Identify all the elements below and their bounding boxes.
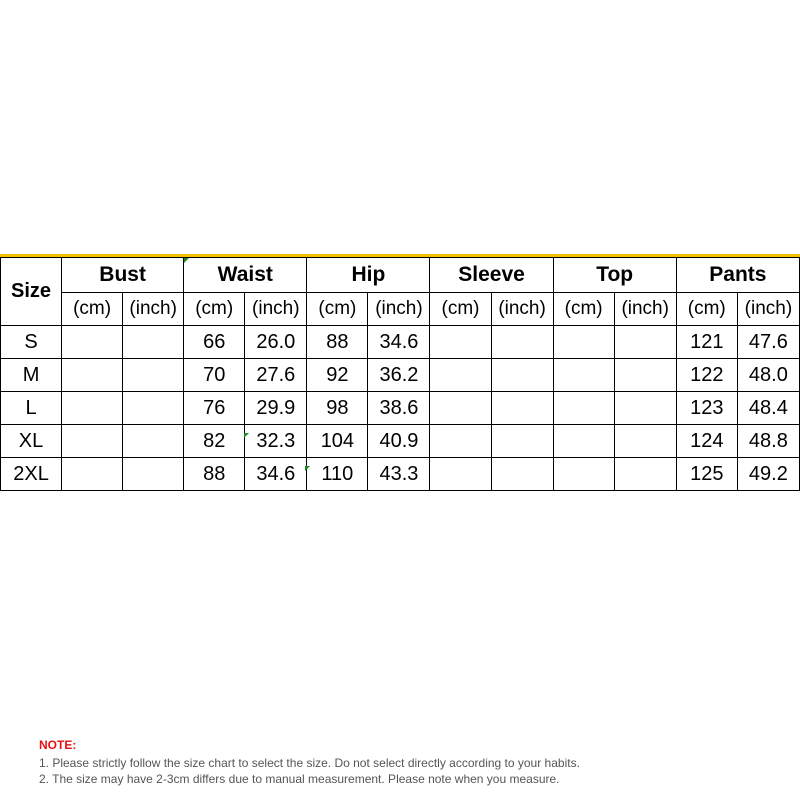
note-section (39, 738, 779, 787)
unit-inch: (inch) (123, 293, 184, 326)
sleeve-inch-cell (491, 326, 553, 359)
note-line-2: 2. The size may have 2-3cm differs due to manual measurement. Please note when you measure. (39, 772, 560, 786)
header-sleeve: Sleeve (430, 258, 553, 293)
cell-marker-icon (184, 258, 189, 263)
top-cm-cell (553, 359, 614, 392)
unit-header-row (1, 293, 800, 326)
top-inch-cell (614, 392, 676, 425)
top-cm-cell (553, 326, 614, 359)
waist-inch-cell: 34.6 (245, 458, 307, 491)
unit-inch: (inch) (491, 293, 553, 326)
hip-inch-cell: 40.9 (368, 425, 430, 458)
sleeve-inch-cell (491, 359, 553, 392)
bust-inch-cell (123, 326, 184, 359)
size-cell: XL (1, 425, 62, 458)
unit-cm: (cm) (553, 293, 614, 326)
unit-inch: (inch) (737, 293, 799, 326)
unit-cm: (cm) (307, 293, 368, 326)
header-size: Size (1, 258, 62, 326)
top-inch-cell (614, 359, 676, 392)
size-cell: L (1, 392, 62, 425)
bust-inch-cell (123, 392, 184, 425)
hip-cm-cell: 88 (307, 326, 368, 359)
pants-cm-cell: 121 (676, 326, 737, 359)
size-cell: 2XL (1, 458, 62, 491)
pants-cm-cell: 122 (676, 359, 737, 392)
unit-inch: (inch) (245, 293, 307, 326)
hip-inch-cell: 43.3 (368, 458, 430, 491)
size-table (0, 257, 800, 491)
sleeve-cm-cell (430, 458, 491, 491)
unit-inch: (inch) (614, 293, 676, 326)
pants-inch-cell: 49.2 (737, 458, 799, 491)
top-inch-cell (614, 458, 676, 491)
bust-cm-cell (62, 425, 123, 458)
hip-inch-cell: 36.2 (368, 359, 430, 392)
size-chart (0, 254, 800, 491)
hip-cm-cell: 110 (307, 458, 368, 491)
pants-inch-cell: 47.6 (737, 326, 799, 359)
bust-inch-cell (123, 425, 184, 458)
pants-inch-cell: 48.4 (737, 392, 799, 425)
unit-cm: (cm) (184, 293, 245, 326)
sleeve-inch-cell (491, 458, 553, 491)
table-row (1, 425, 800, 458)
sleeve-cm-cell (430, 392, 491, 425)
group-header-row (1, 258, 800, 293)
hip-cm-cell: 104 (307, 425, 368, 458)
waist-cm-cell: 70 (184, 359, 245, 392)
top-cm-cell (553, 425, 614, 458)
bust-cm-cell (62, 359, 123, 392)
unit-cm: (cm) (62, 293, 123, 326)
top-inch-cell (614, 326, 676, 359)
sleeve-inch-cell (491, 425, 553, 458)
pants-inch-cell: 48.8 (737, 425, 799, 458)
cell-marker-icon (244, 433, 249, 438)
pants-cm-cell: 123 (676, 392, 737, 425)
note-title: NOTE: (39, 738, 77, 752)
pants-cm-cell: 125 (676, 458, 737, 491)
table-row (1, 392, 800, 425)
table-row (1, 458, 800, 491)
hip-inch-cell: 38.6 (368, 392, 430, 425)
top-inch-cell (614, 425, 676, 458)
cell-marker-icon (305, 466, 310, 471)
note-line-1: 1. Please strictly follow the size chart to select the size. Do not select directly according to your habits. (39, 756, 580, 770)
bust-inch-cell (123, 359, 184, 392)
hip-cm-cell: 98 (307, 392, 368, 425)
hip-cm-cell: 92 (307, 359, 368, 392)
header-top: Top (553, 258, 676, 293)
pants-inch-cell: 48.0 (737, 359, 799, 392)
waist-inch-cell: 29.9 (245, 392, 307, 425)
unit-cm: (cm) (676, 293, 737, 326)
waist-inch-cell: 32.3 (245, 425, 307, 458)
table-row (1, 359, 800, 392)
top-cm-cell (553, 392, 614, 425)
bust-inch-cell (123, 458, 184, 491)
bust-cm-cell (62, 326, 123, 359)
waist-cm-cell: 88 (184, 458, 245, 491)
header-hip: Hip (307, 258, 430, 293)
top-cm-cell (553, 458, 614, 491)
sleeve-cm-cell (430, 326, 491, 359)
sleeve-inch-cell (491, 392, 553, 425)
waist-cm-cell: 82 (184, 425, 245, 458)
waist-inch-cell: 27.6 (245, 359, 307, 392)
size-cell: M (1, 359, 62, 392)
header-waist: Waist (184, 258, 307, 293)
header-pants: Pants (676, 258, 799, 293)
table-row (1, 326, 800, 359)
unit-cm: (cm) (430, 293, 491, 326)
waist-cm-cell: 66 (184, 326, 245, 359)
waist-inch-cell: 26.0 (245, 326, 307, 359)
sleeve-cm-cell (430, 425, 491, 458)
unit-inch: (inch) (368, 293, 430, 326)
hip-inch-cell: 34.6 (368, 326, 430, 359)
header-bust: Bust (62, 258, 184, 293)
size-cell: S (1, 326, 62, 359)
bust-cm-cell (62, 458, 123, 491)
pants-cm-cell: 124 (676, 425, 737, 458)
bust-cm-cell (62, 392, 123, 425)
sleeve-cm-cell (430, 359, 491, 392)
waist-cm-cell: 76 (184, 392, 245, 425)
